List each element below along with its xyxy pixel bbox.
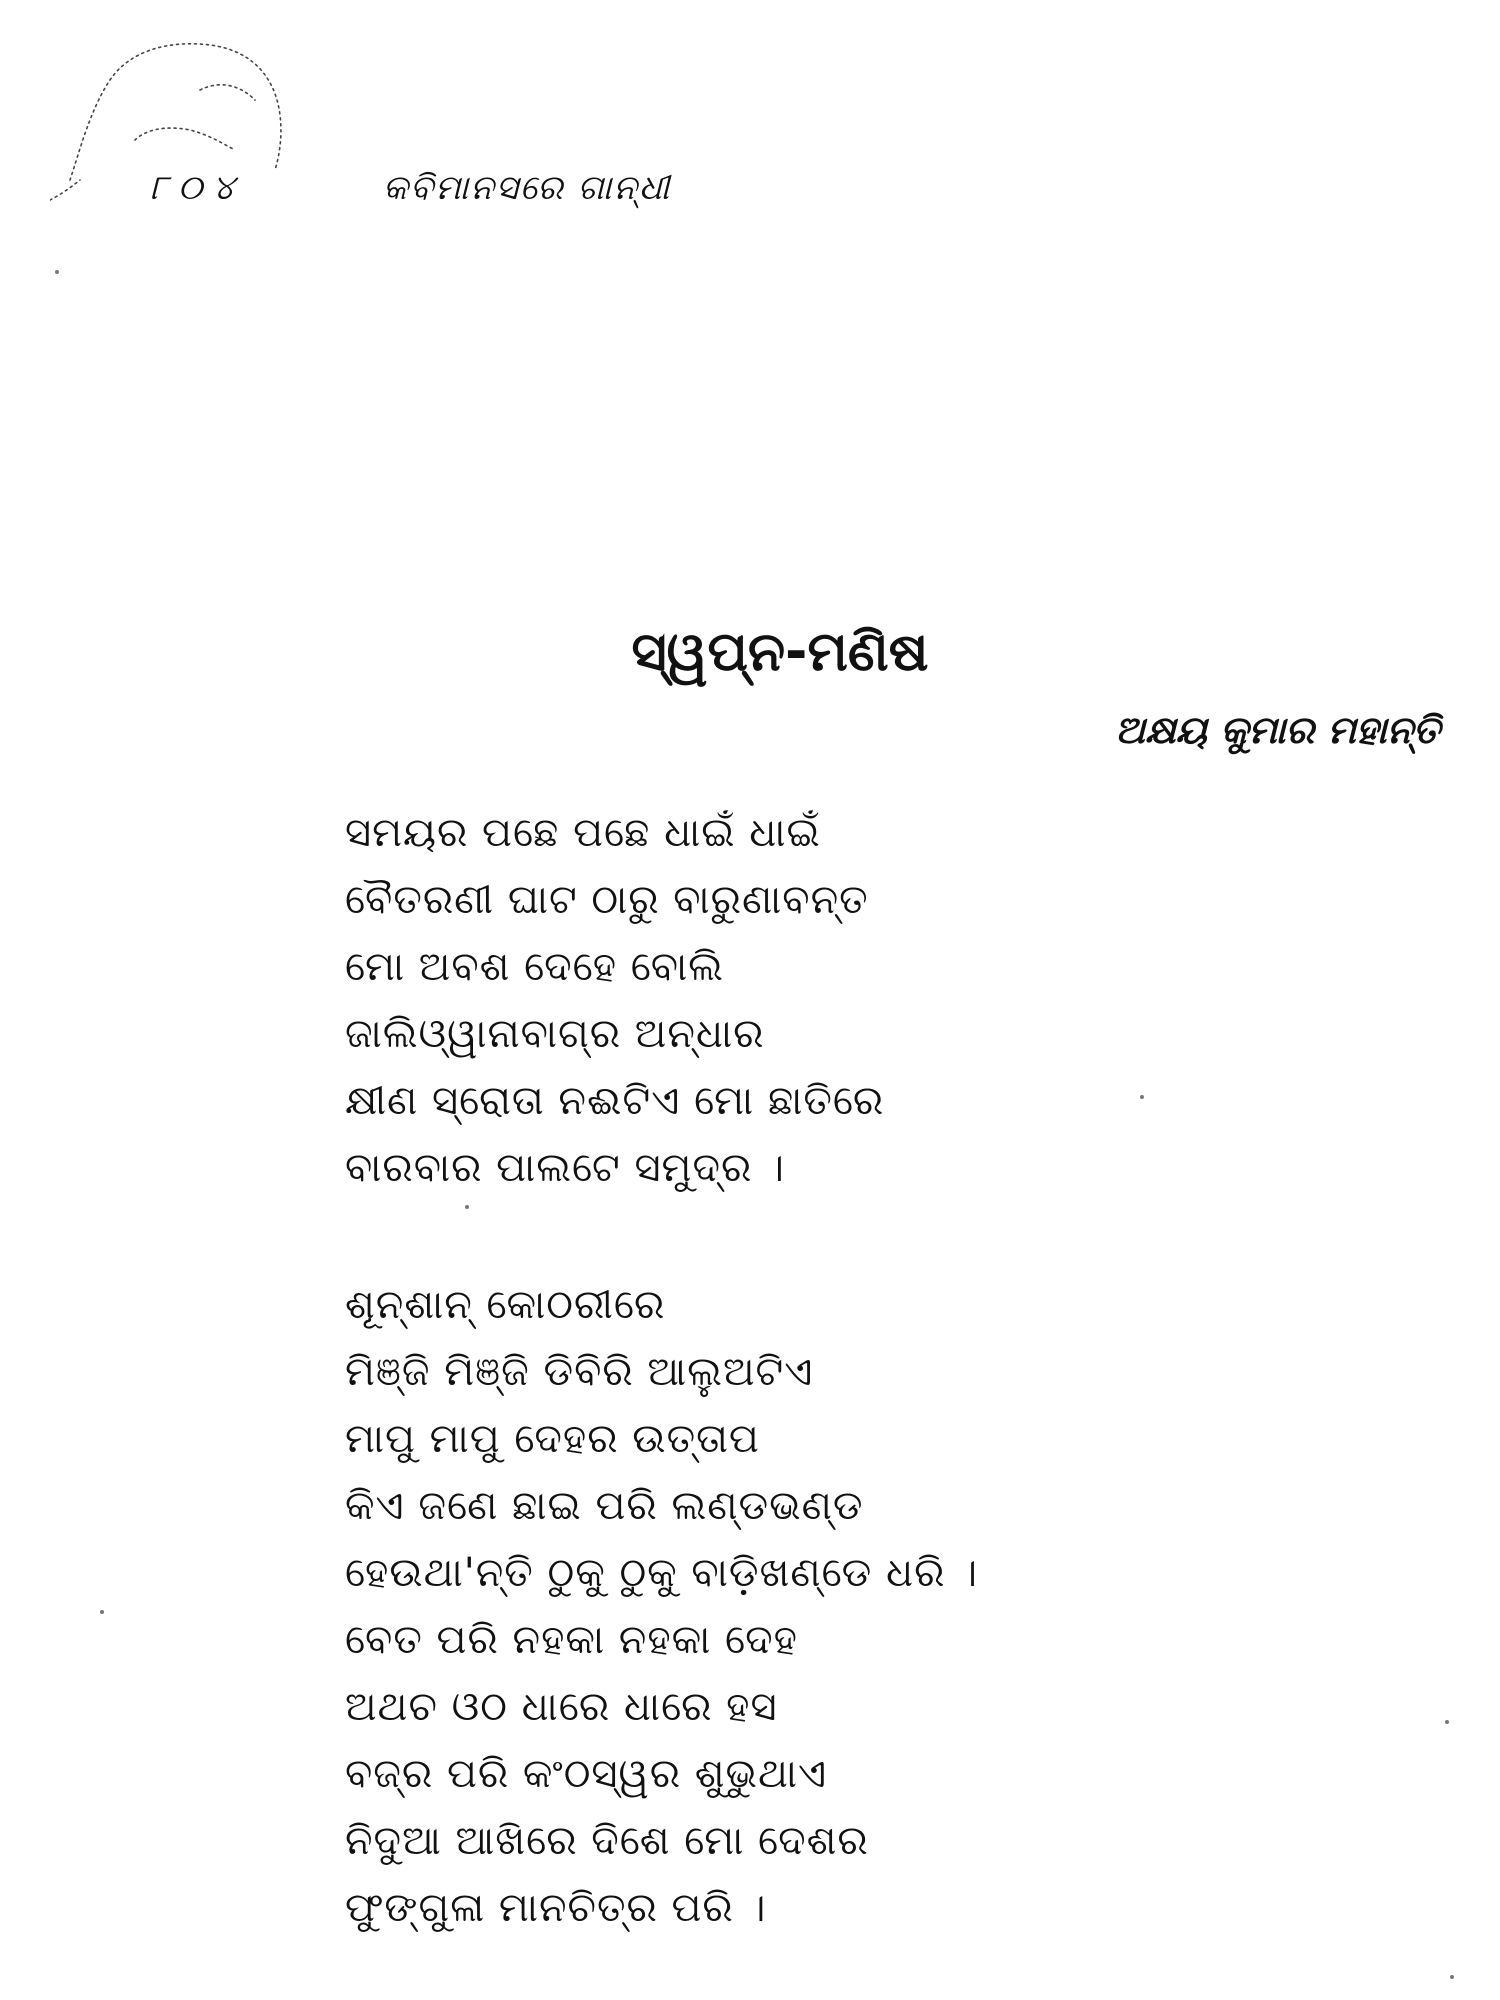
scan-speck <box>465 1205 469 1209</box>
poem-line: ମାପୁ ମାପୁ ଦେହର ଉତ୍ତାପ <box>345 1416 760 1462</box>
poem-line: ହେଉଥା'ନ୍ତି ଠୁକୁ ଠୁକୁ ବାଡ଼ିଖଣ୍ଡେ ଧରି । <box>345 1550 979 1596</box>
poem-line: ସମୟର ପଛେ ପଛେ ଧାଇଁ ଧାଇଁ <box>345 810 821 856</box>
running-header <box>150 168 671 208</box>
stanza-1 <box>345 800 1445 1202</box>
poem-line: କିଏ ଜଣେ ଛାଇ ପରି ଲଣ୍ଡଭଣ୍ଡ <box>345 1483 864 1529</box>
poem-line: ବାରବାର ପାଲଟେ ସମୁଦ୍ର । <box>345 1145 786 1191</box>
scan-speck <box>1450 1975 1454 1979</box>
scan-speck <box>1445 1720 1449 1724</box>
poem-line: ବେତ ପରି ନହକା ନହକା ଦେହ <box>345 1617 798 1663</box>
poem-line: ବଜ୍ର ପରି କଂଠସ୍ୱର ଶୁଭୁଥାଏ <box>345 1751 828 1797</box>
poem-line: ମୋ ଅବଶ ଦେହେ ବୋଲି <box>345 944 724 990</box>
poem-body <box>345 800 1445 1942</box>
scan-speck <box>1140 1095 1144 1099</box>
poem-line: ଅଥଚ ଓଠ ଧାରେ ଧାରେ ହସ <box>345 1684 778 1730</box>
poem-title: ସ୍ୱପ୍ନ-ମଣିଷ <box>631 620 929 683</box>
poem-line: କ୍ଷୀଣ ସ୍ରୋତା ନଈଟିଏ ମୋ ଛାତିରେ <box>345 1078 885 1124</box>
scan-speck <box>100 1610 104 1614</box>
scan-speck <box>55 270 59 274</box>
poem-author: ଅକ୍ଷୟ କୁମାର ମହାନ୍ତି <box>1115 708 1440 752</box>
poem-line: ଜାଲିଓ୍ୱାନାବାଗ୍‌ର ଅନ୍ଧାର <box>345 1011 765 1057</box>
poem-line: ଶୂନ୍‌ଶାନ୍ କୋଠରୀରେ <box>345 1282 666 1328</box>
poem-line: ନିଦୁଆ ଆଖିରେ ଦିଶେ ମୋ ଦେଶର <box>345 1818 869 1864</box>
poem-line: ବୈତରଣୀ ଘାଟ ଠାରୁ ବାରୁଣାବନ୍ତ <box>345 877 869 923</box>
stanza-2 <box>345 1272 1445 1942</box>
page-number: ୮୦୪ <box>150 168 245 208</box>
book-title: କବିମାନସରେ ଗାନ୍ଧୀ <box>382 168 672 208</box>
poem-line: ମିଞ୍ଜି ମିଞ୍ଜି ଡିବିରି ଆଲୁଅଟିଏ <box>345 1349 814 1395</box>
poem-line: ଫୁଙ୍ଗୁଳା ମାନଚିତ୍ର ପରି । <box>345 1885 767 1931</box>
